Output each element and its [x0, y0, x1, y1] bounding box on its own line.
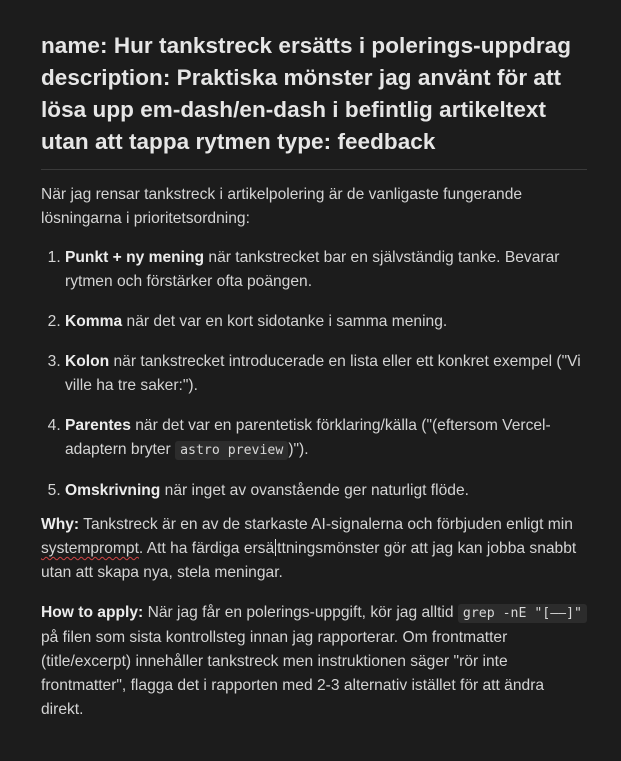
- list-item-text: när det var en kort sidotanke i samma mening.: [122, 313, 448, 330]
- page-title: name: Hur tankstreck ersätts i polerings-uppdrag description: Praktiska mönster jag använt för att lösa upp em-dash/en-dash i befintlig artikeltext utan att tappa rytmen type: feedback: [41, 33, 572, 154]
- list-item-term: Kolon: [65, 353, 110, 370]
- list-item-term: Komma: [65, 313, 123, 330]
- why-text: Tankstreck är en av de starkaste AI-signalerna och förbjuden enligt min: [79, 516, 573, 533]
- list-item-term: Parentes: [65, 417, 131, 434]
- why-paragraph: [41, 513, 587, 585]
- list-item-text: när det var en parentetisk förklaring/källa ("(eftersom Vercel-adaptern bryter: [65, 417, 551, 458]
- how-paragraph: [41, 601, 587, 722]
- list-item-term: Omskrivning: [65, 482, 161, 499]
- divider: [41, 169, 587, 170]
- list-item: [65, 310, 587, 334]
- list-item-term: Punkt + ny mening: [65, 249, 205, 266]
- inline-code: grep -nE "[—–]": [458, 604, 587, 623]
- why-text-mid: . Att ha färdiga ersä: [138, 540, 275, 557]
- how-text-after: på filen som sista kontrollsteg innan jag rapporterar. Om frontmatter (title/excerpt) innehåller tankstreck men instruktionen säger "rör inte frontmatter", flagga det i rapporten med 2-3 alternativ istället för att ändra direkt.: [41, 629, 545, 718]
- list-item: [65, 414, 587, 463]
- inline-code: astro preview: [175, 441, 288, 460]
- why-text-after: ttningsmönster gör att jag kan jobba snabbt utan att skapa nya, stela meningar.: [41, 540, 577, 581]
- list-item-text: när tankstrecket introducerade en lista eller ett konkret exempel ("Vi ville ha tre saker:").: [65, 353, 581, 394]
- list-item: [65, 479, 587, 503]
- steps-list: [41, 246, 587, 503]
- list-item-text-after: )").: [288, 441, 309, 458]
- how-text: När jag får en polerings-uppgift, kör jag alltid: [143, 604, 458, 621]
- how-label: How to apply:: [41, 604, 144, 621]
- intro-paragraph: När jag rensar tankstreck i artikelpolering är de vanligaste fungerande lösningarna i prioritetsordning:: [41, 186, 523, 227]
- list-item-text: när inget av ovanstående ger naturligt flöde.: [160, 482, 469, 499]
- spellcheck-word[interactable]: systemprompt: [41, 540, 139, 557]
- list-item: [65, 350, 587, 398]
- why-label: Why:: [41, 516, 80, 533]
- list-item: [65, 246, 587, 294]
- text-cursor: [275, 539, 276, 556]
- list-item-text: när tankstrecket bar en självständig tanke. Bevarar rytmen och förstärker ofta poängen.: [65, 249, 560, 290]
